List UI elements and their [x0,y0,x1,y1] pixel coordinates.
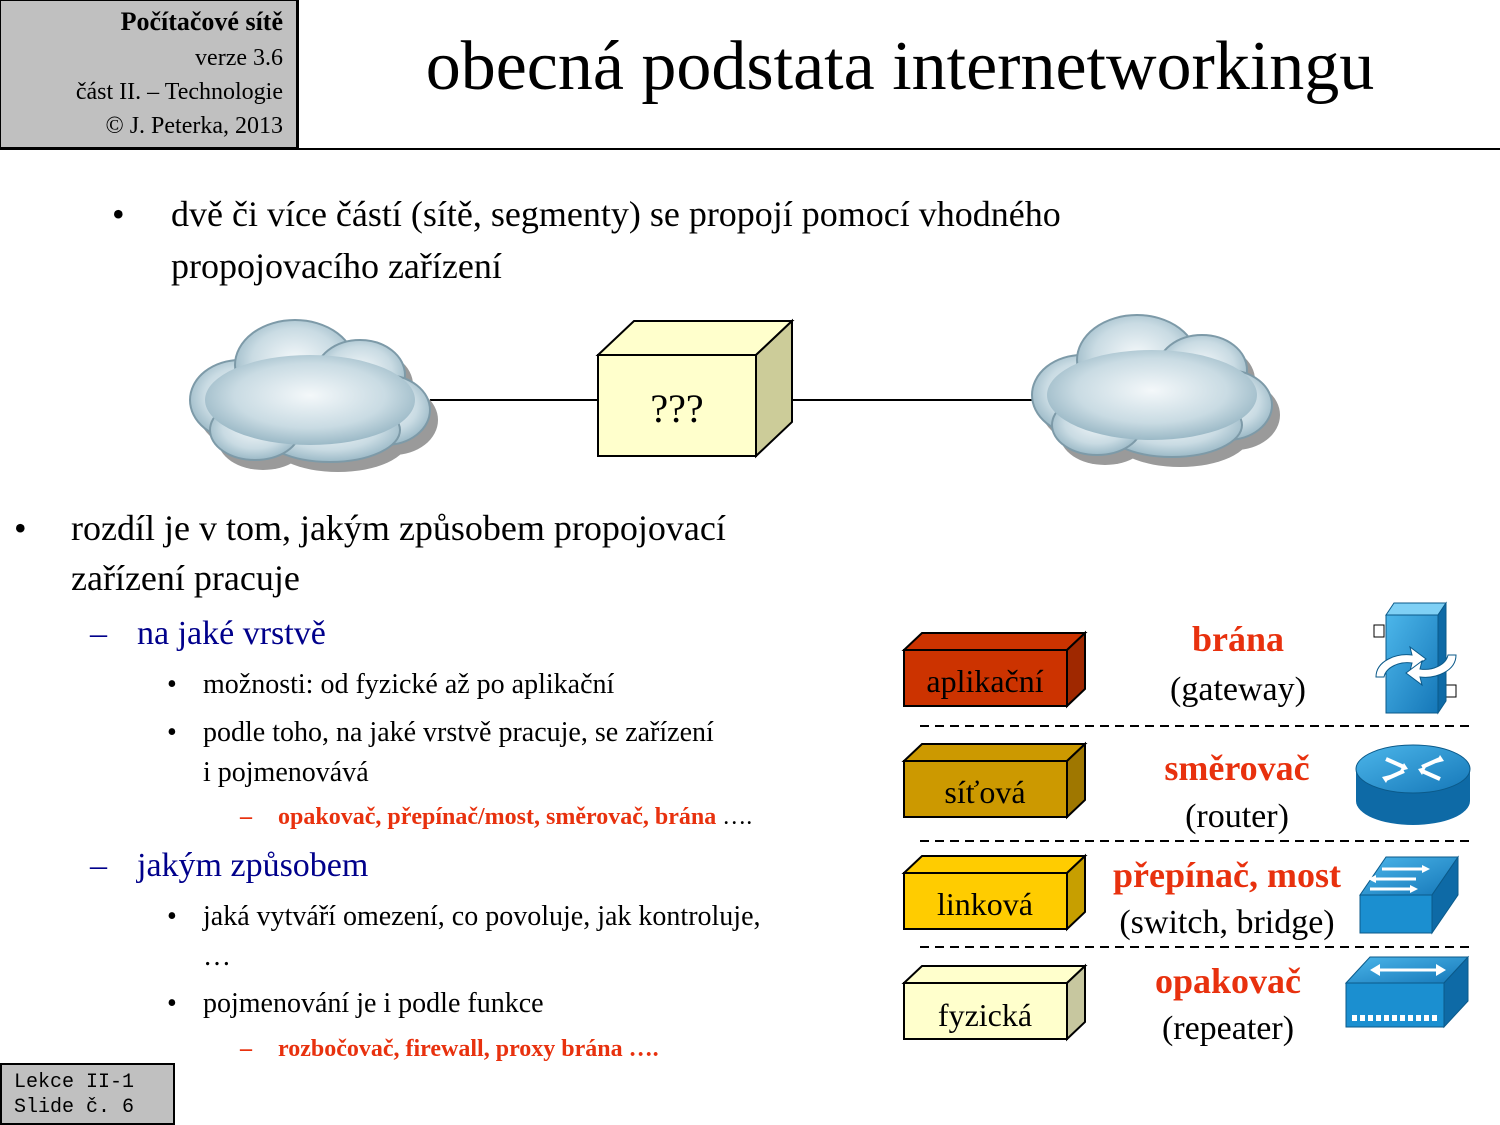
course-part: část II. – Technologie [75,79,283,105]
repeater-port [1408,1015,1413,1021]
bullet-symbol: • [167,669,177,700]
repeater-port [1352,1015,1357,1021]
network-diagram [0,300,1500,480]
difference-line-2: zařízení pracuje [71,558,300,598]
repeater-port [1416,1015,1421,1021]
dash-symbol: – [240,804,252,830]
bullet-symbol: • [167,717,177,748]
repeater-port [1368,1015,1373,1021]
course-version: verze 3.6 [195,45,283,71]
device-name-switch: přepínač, most [1113,855,1341,895]
slide-number: Slide č. 6 [14,1096,135,1119]
bullet-symbol: • [14,508,27,548]
course-name: Počítačové sítě [120,7,283,36]
intro-line-1: dvě či více částí (sítě, segmenty) se propojí pomocí vhodného [171,194,1061,234]
repeater-icon [1346,957,1468,1027]
layer-label-link: linková [937,886,1033,922]
router-icon [1356,745,1470,825]
device-name-repeater: opakovač [1154,961,1302,1001]
layer-label-network: síťová [944,774,1026,810]
course-info-box [0,0,297,148]
repeater-port [1360,1015,1365,1021]
layer-box-network [904,744,1085,817]
repeater-port [1400,1015,1405,1021]
limits-line-1: jaká vytváří omezení, co povoluje, jak kontroluje, [203,901,761,932]
naming-line-1: podle toho, na jaké vrstvě pracuje, se zařízení [203,717,714,748]
device-english-router: (router) [1185,798,1289,835]
layer-box-link [904,856,1085,929]
course-author: © J. Peterka, 2013 [105,113,283,139]
device-names-text: opakovač, přepínač/most, směrovač, brána …. [278,804,753,830]
lecture-footer [0,1063,175,1125]
repeater-port [1432,1015,1437,1021]
bullet-symbol: • [112,194,125,234]
repeater-port [1424,1015,1429,1021]
repeater-port [1384,1015,1389,1021]
device-english-gateway: (gateway) [1170,671,1306,708]
difference-line-1: rozdíl je v tom, jakým způsobem propojovací [71,508,726,548]
options-text: možnosti: od fyzické až po aplikační [203,669,615,700]
intro-line-2: propojovacího zařízení [171,246,502,286]
repeater-port [1392,1015,1397,1021]
repeater-port [1376,1015,1381,1021]
function-text: pojmenování je i podle funkce [203,988,544,1019]
dash-symbol: – [240,1036,252,1062]
layer-box-application [904,633,1085,706]
dash-symbol: – [90,615,107,652]
header-divider-vertical [297,0,299,150]
gateway-icon [1374,603,1456,713]
function-devices-text: rozbočovač, firewall, proxy brána …. [278,1036,659,1062]
slide-title: obecná podstata internetworkingu [425,28,1375,105]
device-english-repeater: (repeater) [1161,1010,1295,1047]
cloud-left-icon [190,320,438,472]
device-name-gateway: brána [1191,619,1285,659]
layer-box-physical [904,966,1085,1039]
layer-question: na jaké vrstvě [137,615,326,652]
switch-icon [1360,857,1458,933]
header-divider [0,148,1500,150]
bullet-symbol: • [167,901,177,932]
dash-symbol: – [90,847,107,884]
device-box-label: ??? [650,386,704,431]
device-name-router: směrovač [1164,748,1310,788]
lecture-number: Lekce II-1 [14,1071,135,1094]
layer-diagram [890,595,1490,1065]
cloud-right-icon [1032,315,1280,467]
bullet-symbol: • [167,988,177,1019]
layer-label-application: aplikační [926,663,1044,699]
device-english-switch: (switch, bridge) [1119,904,1335,941]
limits-line-2: … [203,941,231,972]
layer-label-physical: fyzická [937,997,1033,1033]
how-question: jakým způsobem [137,847,369,884]
naming-line-2: i pojmenovává [203,757,369,788]
